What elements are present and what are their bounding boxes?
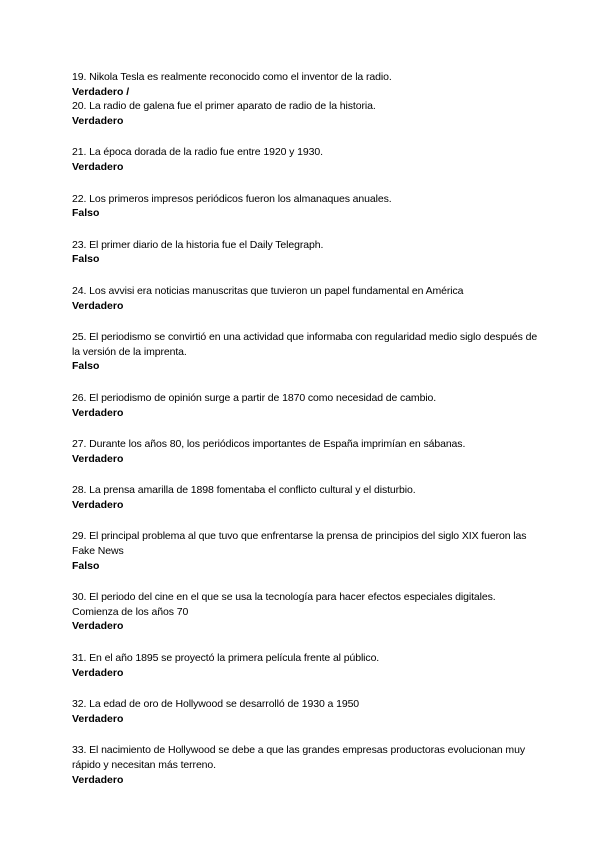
question-text: 28. La prensa amarilla de 1898 fomentaba el conflicto cultural y el disturbio. <box>72 484 416 497</box>
question-item-32 <box>72 697 542 726</box>
question-item-23 <box>72 238 542 267</box>
answer-text: Verdadero <box>72 160 124 173</box>
answer-text: Falso <box>72 360 100 373</box>
question-text: 29. El principal problema al que tuvo que enfrentarse la prensa de principios del siglo XIX fueron las Fake News <box>72 530 527 558</box>
question-text: 27. Durante los años 80, los periódicos importantes de España imprimían en sábanas. <box>72 438 466 451</box>
question-item-29 <box>72 529 542 573</box>
question-item-28 <box>72 483 542 512</box>
answer-text: Verdadero <box>72 498 124 511</box>
question-text: 30. El periodo del cine en el que se usa la tecnología para hacer efectos especiales digitales. Comienza de los años 70 <box>72 591 496 618</box>
answer-text: Verdadero <box>72 406 124 419</box>
question-item-31 <box>72 651 542 680</box>
question-text: 20. La radio de galena fue el primer aparato de radio de la historia. <box>72 100 376 113</box>
question-item-21 <box>72 145 542 174</box>
question-text: 23. El primer diario de la historia fue el Daily Telegraph. <box>72 238 324 251</box>
answer-text: Verdadero <box>72 299 124 312</box>
question-text: 32. La edad de oro de Hollywood se desarrolló de 1930 a 1950 <box>72 698 360 711</box>
answer-text: Verdadero / <box>72 85 130 98</box>
answer-text: Falso <box>72 207 100 220</box>
question-text: 24. Los avvisi era noticias manuscritas que tuvieron un papel fundamental en América <box>72 284 464 297</box>
question-item-20 <box>72 99 542 128</box>
answer-text: Falso <box>72 253 100 266</box>
question-text: 25. El periodismo se convirtió en una actividad que informaba con regularidad medio siglo después de la versión de la imprenta. <box>72 331 538 358</box>
question-item-22 <box>72 192 542 221</box>
answer-text: Falso <box>72 559 100 572</box>
question-item-25 <box>72 330 542 374</box>
question-text: 33. El nacimiento de Hollywood se debe a que las grandes empresas productoras evolucionan muy rápido y necesitan más terreno. <box>72 744 525 771</box>
document-page <box>72 70 542 804</box>
answer-text: Verdadero <box>72 666 124 679</box>
question-item-26 <box>72 391 542 420</box>
question-text: 31. En el año 1895 se proyectó la primera película frente al público. <box>72 652 380 665</box>
answer-text: Verdadero <box>72 773 124 786</box>
question-item-33 <box>72 743 542 787</box>
answer-text: Verdadero <box>72 114 124 127</box>
question-item-30 <box>72 590 542 634</box>
question-text: 21. La época dorada de la radio fue entre 1920 y 1930. <box>72 146 323 159</box>
answer-text: Verdadero <box>72 620 124 633</box>
question-text: 19. Nikola Tesla es realmente reconocido como el inventor de la radio. <box>72 71 392 83</box>
question-item-19 <box>72 70 542 99</box>
answer-text: Verdadero <box>72 712 124 725</box>
question-item-24 <box>72 284 542 313</box>
answer-text: Verdadero <box>72 452 124 465</box>
question-text: 26. El periodismo de opinión surge a partir de 1870 como necesidad de cambio. <box>72 391 437 404</box>
question-text: 22. Los primeros impresos periódicos fueron los almanaques anuales. <box>72 192 392 205</box>
question-item-27 <box>72 437 542 466</box>
